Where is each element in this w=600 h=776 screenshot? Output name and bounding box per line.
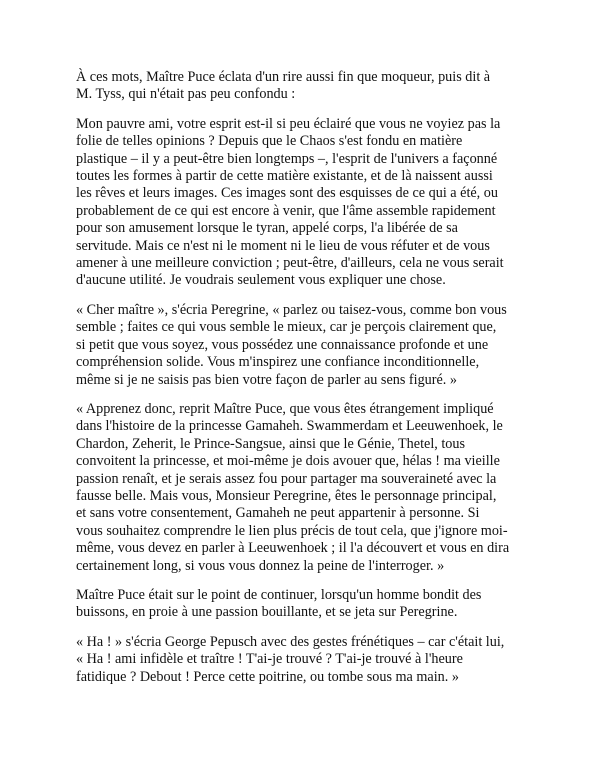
- text-line: et sans votre consentement, Gamaheh ne peut appartenir à personne. Si: [76, 505, 480, 522]
- text-line: « Ha ! ami infidèle et traître ! T'ai-je trouvé ? T'ai-je trouvé à l'heure: [76, 651, 463, 668]
- text-line: dans l'histoire de la princesse Gamaheh. Swammerdam et Leeuwenhoek, le: [76, 418, 503, 435]
- text-line: passion renaît, et je serais assez fou pour partager ma souveraineté avec la: [76, 470, 497, 487]
- text-line: convoitent la princesse, et moi-même je dois avouer que, hélas ! ma vieille: [76, 453, 500, 470]
- text-line: Maître Puce était sur le point de continuer, lorsqu'un homme bondit des: [76, 586, 482, 603]
- text-line: même, vous devez en parler à Leeuwenhoek ; il l'a découvert et vous en dira: [76, 540, 510, 557]
- text-line: Chardon, Zeherit, le Prince-Sangsue, ainsi que le Génie, Thetel, tous: [76, 435, 465, 452]
- text-line: vous souhaitez comprendre le lien plus précis de tout cela, que j'ignore moi-: [76, 522, 508, 539]
- paragraph-6: [76, 634, 528, 686]
- text-line: compréhension solide. Vous m'inspirez une confiance inconditionnelle,: [76, 354, 480, 371]
- text-line: d'aucune utilité. Je voudrais seulement vous expliquer une chose.: [76, 272, 446, 289]
- text-line: certainement long, si vous vous donnez la peine de l'interroger. »: [76, 557, 445, 574]
- paragraph-2: [76, 116, 528, 290]
- text-line: amener à une meilleure conviction ; peut-être, d'ailleurs, cela ne vous serait: [76, 255, 504, 272]
- text-line: toutes les formes à partir de cette matière existante, et de là naissent aussi: [76, 168, 493, 185]
- document-body: [76, 69, 528, 698]
- paragraph-1: [76, 69, 528, 104]
- text-line: « Cher maître », s'écria Peregrine, « parlez ou taisez-vous, comme bon vous: [76, 301, 507, 318]
- paragraph-4: [76, 401, 528, 575]
- text-line: semble ; faites ce qui vous semble le mieux, car je perçois clairement que,: [76, 319, 497, 336]
- text-line: les rêves et leurs images. Ces images sont des esquisses de ce qui a été, ou: [76, 185, 498, 202]
- text-line: folie de telles opinions ? Depuis que le Chaos s'est fondu en matière: [76, 133, 463, 150]
- text-line: « Apprenez donc, reprit Maître Puce, que vous êtes étrangement impliqué: [76, 400, 494, 417]
- paragraph-5: [76, 587, 528, 622]
- text-line: buissons, en proie à une passion bouillante, et se jeta sur Peregrine.: [76, 604, 458, 621]
- text-line: même si je ne saisis pas bien votre façon de parler au sens figuré. »: [76, 371, 457, 388]
- text-line: fausse belle. Mais vous, Monsieur Peregrine, êtes le personnage principal,: [76, 487, 497, 504]
- text-line: fatidique ? Debout ! Perce cette poitrine, ou tombe sous ma main. »: [76, 668, 459, 685]
- text-line: si petit que vous soyez, vous possédez une connaissance profonde et une: [76, 336, 489, 353]
- text-line: « Ha ! » s'écria George Pepusch avec des gestes frénétiques – car c'était lui,: [76, 633, 505, 650]
- text-line: pour son amusement lorsque le tyran, appelé corps, l'a libérée de sa: [76, 220, 458, 237]
- text-line: servitude. Mais ce n'est ni le moment ni le lieu de vous réfuter et de vous: [76, 237, 490, 254]
- text-line: probablement de ce qui est encore à venir, que l'âme assemble rapidement: [76, 202, 496, 219]
- text-line: plastique – il y a peut-être bien longtemps –, l'esprit de l'univers a façonné: [76, 150, 498, 167]
- text-line: À ces mots, Maître Puce éclata d'un rire aussi fin que moqueur, puis dit à: [76, 69, 491, 85]
- text-line: Mon pauvre ami, votre esprit est-il si peu éclairé que vous ne voyiez pas la: [76, 115, 501, 132]
- paragraph-3: [76, 302, 528, 389]
- text-line: M. Tyss, qui n'était pas peu confondu :: [76, 86, 296, 103]
